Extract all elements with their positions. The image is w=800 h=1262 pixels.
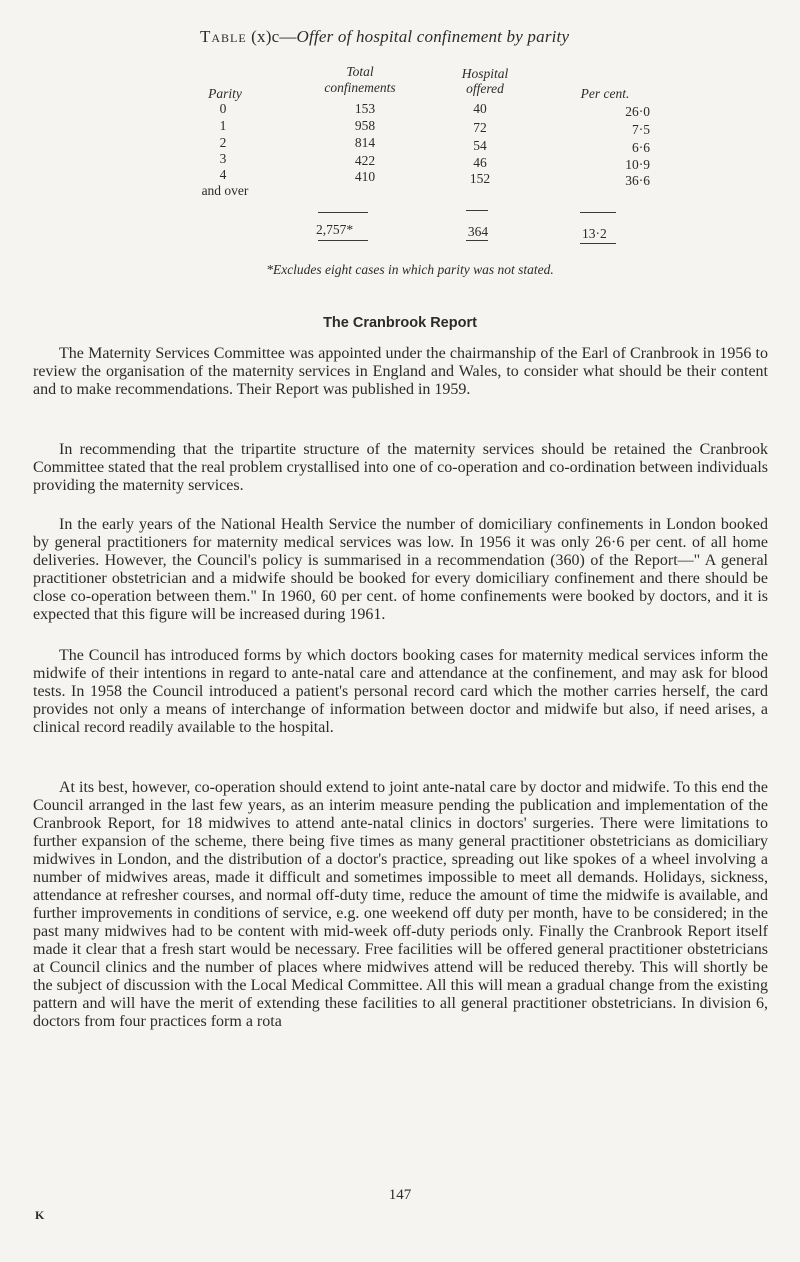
row-percent: 36·6 <box>625 173 650 188</box>
row-percent: 26·0 <box>625 104 650 119</box>
hospital-rule-bottom <box>466 240 488 241</box>
row-hospital: 46 <box>473 155 487 170</box>
row-hospital: 72 <box>473 120 487 135</box>
row-parity: 2 <box>219 135 227 150</box>
total-rule-top <box>318 212 368 213</box>
row-total: 814 <box>354 135 376 150</box>
table-title <box>200 27 620 47</box>
header-hospital-line2: offered <box>466 81 504 96</box>
table-footnote: *Excludes eight cases in which parity was not stated. <box>266 262 554 277</box>
table-title-prefix: Table <box>200 27 247 46</box>
page-number: 147 <box>388 1187 412 1203</box>
totals-hospital: 364 <box>467 224 489 239</box>
signature-mark: K <box>35 1208 45 1222</box>
paragraph: At its best, however, co-operation should extend to joint ante-natal care by doctor and midwife. To this end the Council arranged in the last few years, as an interim measure pending the publication and implementation of the Cranbrook Report, for 18 midwives to attend ante-natal clinics in doctors' surgeries. There were limitations to further expansion of the scheme, there being five times as many general practitioner obstetricians as domiciliary midwives in London, and the distribution of a doctor's practice, spreading out like spokes of a wheel involving a number of midwives areas, made it difficult and sometimes impossible to meet all demands. Holidays, sickness, attendance at refresher courses, and normal off-duty time, reduce the amount of time the midwife is available, and further improvements in conditions of service, e.g. one weekend off duty per month, have to be considered; in the past many midwives had to be content with mid-week off-duty periods only. Finally the Cranbrook Report itself made it clear that a fresh start would be necessary. Free facilities will be offered general practitioner obstetricians at Council clinics and the number of places where midwives attend will be reduced thereby. This will shortly be the subject of discussion with the Local Medical Committee. All this will mean a gradual change from the existing pattern and will have the merit of extending these facilities to all general practitioner obstetricians. In division 6, doctors from four practices form a rota <box>33 779 768 1030</box>
row-total: 410 <box>354 169 376 184</box>
total-rule-bottom <box>318 240 368 241</box>
paragraph: In the early years of the National Health Service the number of domiciliary confinements in London booked by general practitioners for maternity medical services was low. In 1956 it was only 26·6 per cent. of all home deliveries. However, the Council's policy is summarised in a recommendation (360) of the Report—" A general practitioner obstetrician and a midwife should be booked for every domiciliary confinement and there should be close co-operation between them." In 1960, 60 per cent. of home confinements were booked by doctors, and it is expected that this figure will be increased during 1961. <box>33 516 768 623</box>
percent-rule-bottom <box>580 243 616 244</box>
header-total-line2: confinements <box>324 80 396 95</box>
row-percent: 6·6 <box>632 140 650 155</box>
row-hospital: 152 <box>469 171 491 186</box>
row-parity: 4 <box>219 167 227 182</box>
percent-rule-top <box>580 212 616 213</box>
header-parity: Parity <box>208 86 242 101</box>
row-parity: 0 <box>219 101 227 116</box>
row-hospital: 40 <box>473 101 487 116</box>
header-percent: Per cent. <box>580 86 630 101</box>
totals-percent: 13·2 <box>582 226 607 241</box>
row-total: 422 <box>354 153 376 168</box>
row-total: 153 <box>354 101 376 116</box>
table-title-code: (x)c— <box>251 27 297 46</box>
table-title-text: Offer of hospital confinement by parity <box>296 27 570 46</box>
row-parity-note: and over <box>201 183 249 198</box>
paragraph: In recommending that the tripartite structure of the maternity services should be retained the Cranbrook Committee stated that the real problem crystallised into one of co-operation and co-ordination between individuals providing the maternity services. <box>33 441 768 494</box>
row-total: 958 <box>354 118 376 133</box>
paragraph: The Maternity Services Committee was appointed under the chairmanship of the Earl of Cranbrook in 1956 to review the organisation of the maternity services in England and Wales, to consider what should be their content and to make recommendations. Their Report was published in 1959. <box>33 345 768 398</box>
hospital-rule-top <box>466 210 488 211</box>
section-heading: The Cranbrook Report <box>323 315 477 331</box>
row-hospital: 54 <box>473 138 487 153</box>
row-parity: 1 <box>219 118 227 133</box>
row-percent: 10·9 <box>625 157 650 172</box>
row-percent: 7·5 <box>632 122 650 137</box>
header-total-line1: Total <box>346 64 374 79</box>
header-hospital-line1: Hospital <box>461 66 509 81</box>
row-parity: 3 <box>219 151 227 166</box>
totals-total: 2,757* <box>316 222 354 237</box>
paragraph: The Council has introduced forms by which doctors booking cases for maternity medical services inform the midwife of their intentions in regard to ante-natal care and attendance at the confinement, and may ask for blood tests. In 1958 the Council introduced a patient's personal record card which the mother carries herself, the card provides not only a means of interchange of information between doctor and midwife but also, if need arises, a clinical record readily available to the hospital. <box>33 647 768 736</box>
